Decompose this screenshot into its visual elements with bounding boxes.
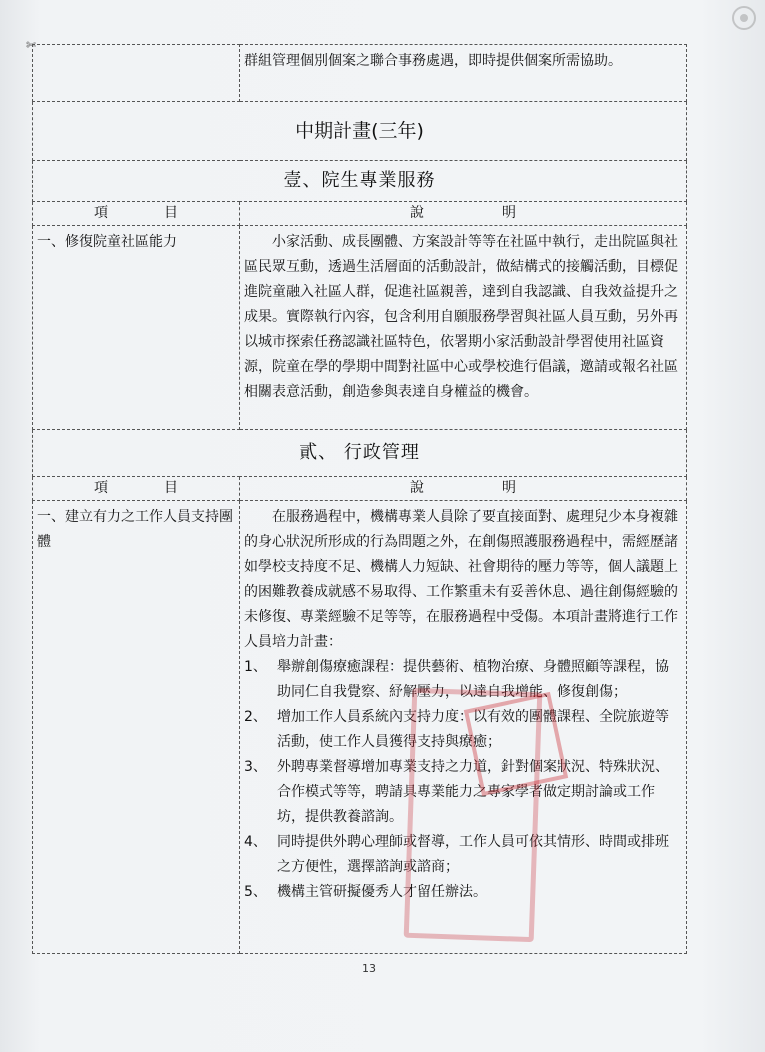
corner-logo-icon <box>730 4 758 32</box>
header-description-label: 說明 <box>410 480 594 496</box>
page-number: 13 <box>362 962 376 975</box>
section1-description: 小家活動、成長團體、方案設計等等在社區中執行，走出院區與社區民眾互動，透過生活層面的活動設計，做結構式的接觸活動，目標促進院童融入社區人群，促進社區親善，達到自我認識、自我效益提升之成果。實際執行內容，包含利用自願服務學習與社區人員互動，另外再以城市探索任務認識社區特色，依署期小家活動設計學習使用社區資源，院童在學的學期中間對社區中心或學校進行倡議，邀請或報名社區相關表意活動，創造參與表達自身權益的機會。 <box>244 234 678 400</box>
section2-item: 一、建立有力之工作人員支持團體 <box>37 509 233 550</box>
section1-item: 一、修復院童社區能力 <box>37 234 177 250</box>
section2-title: 貳、 行政管理 <box>33 430 687 477</box>
header-description-label: 說明 <box>410 205 594 221</box>
list-item-number: 5、 <box>244 884 267 900</box>
continued-description-cell <box>240 45 687 102</box>
continued-description: 群組管理個別個案之聯合事務處遇，即時提供個案所需協助。 <box>244 53 622 69</box>
section2-header-description <box>240 477 687 501</box>
section1-item-cell <box>33 226 240 430</box>
section1-header-description <box>240 202 687 226</box>
header-item-label: 項目 <box>94 480 234 496</box>
list-item-number: 1、 <box>244 659 267 675</box>
red-seal-inner-stamp <box>464 692 568 796</box>
continued-item-cell <box>33 45 240 102</box>
list-item-text: 外聘專業督導增加專業支持之力道，針對個案狀況、特殊狀況、合作模式等等，聘請具專業能力之專家學者做定期討論或工作坊，提供教養諮詢。 <box>277 759 669 825</box>
section1-row <box>33 226 687 430</box>
section2-intro: 在服務過程中，機構專業人員除了要直接面對、處理兒少本身複雜的身心狀況所形成的行為問題之外，在創傷照護服務過程中，需經歷諸如學校支持度不足、機構人力短缺、社會期待的壓力等等，個人議題上的困難教養成就感不易取得、工作繁重未有妥善休息、過往創傷經驗的未修復、專業經驗不足等等，在服務過程中受傷。本項計畫將進行工作人員培力計畫： <box>244 509 678 650</box>
header-item-label: 項目 <box>94 205 234 221</box>
list-item-number: 4、 <box>244 834 267 850</box>
section1-header-item <box>33 202 240 226</box>
list-item-text: 機構主管研擬優秀人才留任辦法。 <box>277 884 487 900</box>
continued-row <box>33 45 687 102</box>
section1-description-cell <box>240 226 687 430</box>
list-item-text: 同時提供外聘心理師或督導，工作人員可依其情形、時間或排班之方便性，選擇諮詢或諮商； <box>277 834 669 875</box>
plan-title: 中期計畫(三年) <box>33 102 687 161</box>
section2-header-item <box>33 477 240 501</box>
list-item-number: 2、 <box>244 709 267 725</box>
corner-mark: ✄ <box>26 38 37 52</box>
section2-item-cell <box>33 501 240 954</box>
section1-header-row <box>33 202 687 226</box>
list-item-text: 舉辦創傷療癒課程：提供藝術、植物治療、身體照顧等課程，協助同仁自我覺察、紓解壓力，以達自我增能、修復創傷； <box>277 659 669 700</box>
list-item-text: 增加工作人員系統內支持力度：以有效的團體課程、全院旅遊等活動，使工作人員獲得支持與療癒； <box>277 709 669 750</box>
plan-table <box>32 44 687 954</box>
list-item-number: 3、 <box>244 759 267 775</box>
section2-header-row <box>33 477 687 501</box>
section2-row <box>33 501 687 954</box>
section1-title: 壹、院生專業服務 <box>33 161 687 202</box>
